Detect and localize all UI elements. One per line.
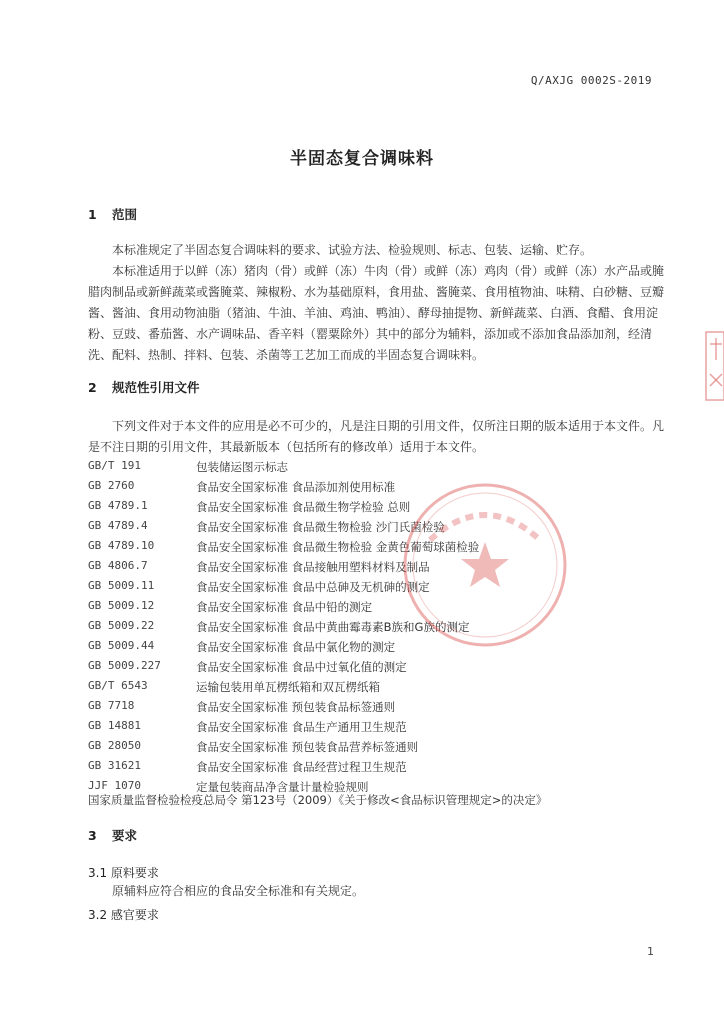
reference-row bbox=[88, 659, 668, 679]
reference-row bbox=[88, 479, 668, 499]
reference-title: 食品安全国家标准 食品中总砷及无机砷的测定 bbox=[196, 580, 430, 594]
reference-code: GB 4806.7 bbox=[88, 559, 148, 572]
reference-title: 食品安全国家标准 食品接触用塑料材料及制品 bbox=[196, 560, 430, 574]
reference-row bbox=[88, 459, 668, 479]
reference-row bbox=[88, 739, 668, 759]
reference-title: 包装储运图示标志 bbox=[196, 460, 288, 474]
reference-title: 食品安全国家标准 食品中黄曲霉毒素B族和G族的测定 bbox=[196, 620, 470, 634]
reference-row bbox=[88, 719, 668, 739]
reference-code: GB 5009.22 bbox=[88, 619, 155, 632]
section-title: 范围 bbox=[112, 207, 138, 222]
reference-row bbox=[88, 519, 668, 539]
reference-code: GB/T 191 bbox=[88, 459, 141, 472]
reference-row bbox=[88, 539, 668, 559]
reference-code: GB 5009.12 bbox=[88, 599, 155, 612]
company-seal-icon bbox=[400, 480, 570, 650]
section-title: 要求 bbox=[112, 828, 138, 843]
scope-paragraph-2: 本标准适用于以鲜（冻）猪肉（骨）或鲜（冻）牛肉（骨）或鲜（冻）鸡肉（骨）或鲜（冻）水产品或腌腊肉制品或新鲜蔬菜或酱腌菜、辣椒粉、水为基础原料，食用盐、酱腌菜、食用植物油、味精、白砂糖、豆瓣酱、酱油、食用动物油脂（猪油、牛油、羊油、鸡油、鸭油）、酵母抽提物、新鲜蔬菜、白酒、食醋、食用淀粉、豆豉、番茄酱、水产调味品、香辛料（罂粟除外）其中的部分为辅料，添加或不添加食品添加剂，经清洗、配料、热制、拌料、包装、杀菌等工艺加工而成的半固态复合调味料。 bbox=[88, 264, 665, 362]
document-title: 半固态复合调味料 bbox=[290, 149, 434, 169]
subsection-3-1-heading: 3.1 原料要求 bbox=[88, 866, 159, 880]
reference-title: 食品安全国家标准 食品微生物检验 沙门氏菌检验 bbox=[196, 520, 445, 534]
reference-code: GB 4789.1 bbox=[88, 499, 148, 512]
reference-row bbox=[88, 579, 668, 599]
reference-row bbox=[88, 559, 668, 579]
reference-code: GB 31621 bbox=[88, 759, 141, 772]
reference-code: GB 5009.11 bbox=[88, 579, 155, 592]
reference-code: GB 14881 bbox=[88, 719, 141, 732]
reference-code: GB 4789.10 bbox=[88, 539, 155, 552]
page-number: 1 bbox=[647, 945, 654, 958]
subsection-3-2-heading: 3.2 感官要求 bbox=[88, 908, 159, 922]
reference-code: GB 5009.44 bbox=[88, 639, 155, 652]
reference-row bbox=[88, 759, 668, 779]
section-number: 2 bbox=[88, 380, 97, 395]
reference-code: GB/T 6543 bbox=[88, 679, 148, 692]
section-number: 3 bbox=[88, 828, 97, 843]
reference-row bbox=[88, 699, 668, 719]
section-3-heading bbox=[88, 826, 137, 844]
reference-code: GB 28050 bbox=[88, 739, 141, 752]
reference-title: 运输包装用单瓦楞纸箱和双瓦楞纸箱 bbox=[196, 680, 380, 694]
reference-row bbox=[88, 599, 668, 619]
reference-title: 食品安全国家标准 食品添加剂使用标准 bbox=[196, 480, 396, 494]
reference-row bbox=[88, 499, 668, 519]
reference-title: 食品安全国家标准 食品经营过程卫生规范 bbox=[196, 760, 407, 774]
raw-material-text: 原辅料应符合相应的食品安全标准和有关规定。 bbox=[112, 884, 365, 898]
reference-title: 食品安全国家标准 食品生产通用卫生规范 bbox=[196, 720, 407, 734]
reference-title: 食品安全国家标准 预包装食品标签通则 bbox=[196, 700, 396, 714]
section-title: 规范性引用文件 bbox=[112, 380, 200, 395]
regulation-order-line: 国家质量监督检验检疫总局令 第123号（2009）《关于修改<食品标识管理规定>的决定》 bbox=[88, 793, 548, 807]
reference-title: 食品安全国家标准 食品微生物检验 金黄色葡萄球菌检验 bbox=[196, 540, 480, 554]
reference-code: GB 5009.227 bbox=[88, 659, 161, 672]
reference-title: 食品安全国家标准 食品微生物学检验 总则 bbox=[196, 500, 411, 514]
section-number: 1 bbox=[88, 207, 97, 222]
section-1-heading bbox=[88, 205, 137, 223]
reference-code: JJF 1070 bbox=[88, 779, 141, 792]
reference-row bbox=[88, 639, 668, 659]
reference-title: 定量包装商品净含量计量检验规则 bbox=[196, 780, 369, 794]
reference-code: GB 7718 bbox=[88, 699, 135, 712]
section-2-heading bbox=[88, 378, 200, 396]
reference-code: GB 2760 bbox=[88, 479, 135, 492]
reference-title: 食品安全国家标准 食品中铅的测定 bbox=[196, 600, 373, 614]
side-seal-mark-icon bbox=[704, 330, 724, 402]
reference-title: 食品安全国家标准 食品中氯化物的测定 bbox=[196, 640, 396, 654]
reference-code: GB 4789.4 bbox=[88, 519, 148, 532]
references-intro: 下列文件对于本文件的应用是必不可少的，凡是注日期的引用文件，仅所注日期的版本适用于本文件。凡是不注日期的引用文件，其最新版本（包括所有的修改单）适用于本文件。 bbox=[88, 419, 665, 454]
reference-row bbox=[88, 619, 668, 639]
scope-paragraph-1: 本标准规定了半固态复合调味料的要求、试验方法、检验规则、标志、包装、运输、贮存。 bbox=[112, 243, 593, 257]
reference-row bbox=[88, 679, 668, 699]
standard-code: Q/AXJG 0002S-2019 bbox=[530, 74, 652, 87]
reference-title: 食品安全国家标准 预包装食品营养标签通则 bbox=[196, 740, 419, 754]
reference-title: 食品安全国家标准 食品中过氧化值的测定 bbox=[196, 660, 407, 674]
